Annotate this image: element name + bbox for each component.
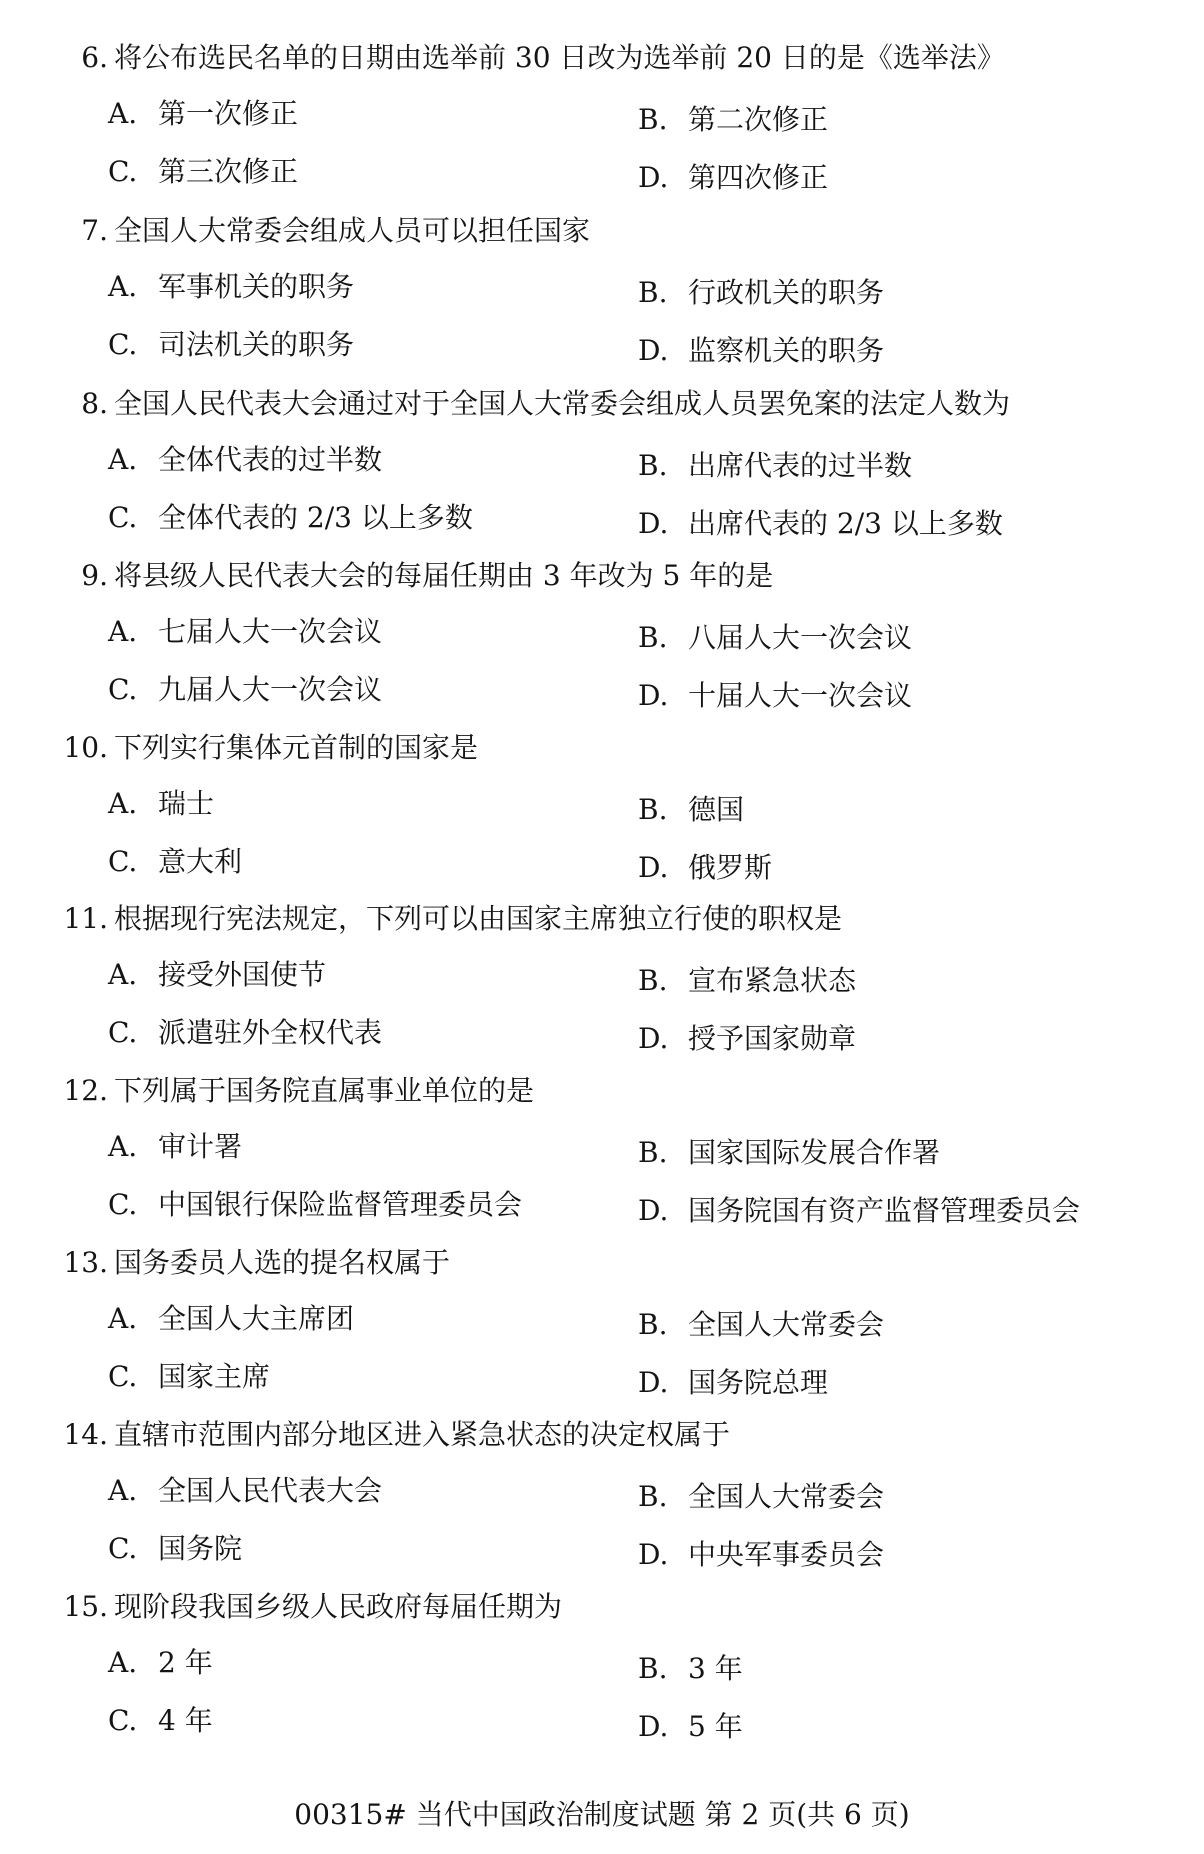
option-b (638, 100, 828, 140)
option-text: 司法机关的职务 (158, 328, 355, 361)
question-stem (50, 38, 1170, 78)
question-text: 根据现行宪法规定，下列可以由国家主席独立行使的职权是 (114, 902, 843, 935)
option-text: 第一次修正 (158, 97, 299, 130)
question-number: 8. (81, 387, 108, 420)
question-15 (0, 1587, 1204, 1759)
question-number: 13. (63, 1246, 108, 1279)
option-letter: A. (108, 1646, 138, 1679)
option-letter: C. (108, 501, 138, 534)
option-text: 行政机关的职务 (688, 276, 885, 309)
question-text: 全国人民代表大会通过对于全国人大常委会组成人员罢免案的法定人数为 (114, 387, 1011, 420)
question-10 (0, 728, 1204, 900)
option-letter: C. (108, 328, 138, 361)
option-a (108, 784, 214, 824)
option-letter: A. (108, 270, 138, 303)
option-text: 第四次修正 (688, 161, 829, 194)
question-12 (0, 1071, 1204, 1243)
option-letter: A. (108, 958, 138, 991)
option-b (638, 273, 884, 313)
option-letter: B. (638, 103, 668, 136)
question-text: 现阶段我国乡级人民政府每届任期为 (114, 1590, 563, 1623)
option-b (638, 1477, 884, 1517)
option-b (638, 790, 744, 830)
option-letter: C. (108, 673, 138, 706)
question-number: 12. (63, 1074, 108, 1107)
question-text: 国务委员人选的提名权属于 (114, 1246, 451, 1279)
option-text: 全国人民代表大会 (158, 1474, 383, 1507)
page-footer: 00315# 当代中国政治制度试题 第 2 页(共 6 页) (294, 1798, 910, 1831)
question-7 (0, 211, 1204, 383)
option-c (108, 1529, 242, 1569)
question-text: 下列属于国务院直属事业单位的是 (114, 1074, 535, 1107)
question-text: 将县级人民代表大会的每届任期由 3 年改为 5 年的是 (114, 559, 774, 592)
option-a (108, 1471, 382, 1511)
option-c (108, 1013, 382, 1053)
option-b (638, 1133, 940, 1173)
option-text: 2 年 (158, 1646, 213, 1679)
option-d (638, 1707, 743, 1747)
option-letter: D. (638, 334, 669, 367)
question-9 (0, 556, 1204, 728)
option-letter: C. (108, 155, 138, 188)
option-text: 出席代表的过半数 (688, 449, 913, 482)
option-letter: A. (108, 97, 138, 130)
option-letter: D. (638, 851, 669, 884)
option-c (108, 152, 298, 192)
question-stem (50, 899, 1170, 939)
option-letter: B. (638, 276, 668, 309)
option-text: 第二次修正 (688, 103, 829, 136)
question-number: 15. (63, 1590, 108, 1623)
question-text: 下列实行集体元首制的国家是 (114, 731, 479, 764)
option-text: 国务院 (158, 1532, 243, 1565)
option-b (638, 1305, 884, 1345)
question-stem (50, 556, 1170, 596)
option-text: 全国人大常委会 (688, 1480, 885, 1513)
question-number: 6. (81, 41, 108, 74)
question-13 (0, 1243, 1204, 1415)
option-d (638, 1535, 884, 1575)
option-letter: B. (638, 793, 668, 826)
option-d (638, 1191, 1080, 1231)
option-text: 全体代表的过半数 (158, 443, 383, 476)
option-letter: A. (108, 1302, 138, 1335)
option-d (638, 676, 912, 716)
option-letter: C. (108, 1360, 138, 1393)
option-letter: D. (638, 679, 669, 712)
option-text: 全体代表的 2/3 以上多数 (158, 501, 473, 534)
option-text: 审计署 (158, 1130, 243, 1163)
option-d (638, 331, 884, 371)
option-letter: D. (638, 1194, 669, 1227)
option-text: 3 年 (688, 1652, 743, 1685)
option-a (108, 955, 326, 995)
option-letter: D. (638, 1710, 669, 1743)
option-a (108, 612, 382, 652)
option-text: 国家国际发展合作署 (688, 1136, 941, 1169)
question-number: 9. (81, 559, 108, 592)
option-text: 中国银行保险监督管理委员会 (158, 1188, 523, 1221)
option-letter: A. (108, 1474, 138, 1507)
option-d (638, 848, 772, 888)
option-letter: B. (638, 621, 668, 654)
option-b (638, 446, 912, 486)
option-letter: A. (108, 615, 138, 648)
option-letter: B. (638, 1308, 668, 1341)
question-number: 14. (63, 1418, 108, 1451)
option-text: 七届人大一次会议 (158, 615, 383, 648)
option-c (108, 498, 473, 538)
option-a (108, 1127, 242, 1167)
option-text: 第三次修正 (158, 155, 299, 188)
option-text: 接受外国使节 (158, 958, 327, 991)
option-text: 俄罗斯 (688, 851, 773, 884)
option-d (638, 158, 828, 198)
option-text: 军事机关的职务 (158, 270, 355, 303)
question-number: 10. (63, 731, 108, 764)
question-stem (50, 1587, 1170, 1627)
option-text: 国务院总理 (688, 1366, 829, 1399)
option-letter: B. (638, 1136, 668, 1169)
option-text: 监察机关的职务 (688, 334, 885, 367)
option-a (108, 1643, 213, 1683)
option-d (638, 1019, 856, 1059)
option-letter: C. (108, 1188, 138, 1221)
option-text: 十届人大一次会议 (688, 679, 913, 712)
option-letter: B. (638, 964, 668, 997)
option-letter: D. (638, 1366, 669, 1399)
option-letter: C. (108, 1532, 138, 1565)
option-letter: C. (108, 1016, 138, 1049)
option-text: 出席代表的 2/3 以上多数 (688, 507, 1003, 540)
question-stem (50, 384, 1170, 424)
question-text: 全国人大常委会组成人员可以担任国家 (114, 214, 591, 247)
option-c (108, 670, 382, 710)
question-11 (0, 899, 1204, 1071)
option-letter: A. (108, 1130, 138, 1163)
option-text: 国务院国有资产监督管理委员会 (688, 1194, 1081, 1227)
option-c (108, 1701, 213, 1741)
question-stem (50, 1415, 1170, 1455)
option-a (108, 440, 382, 480)
option-a (108, 94, 298, 134)
option-letter: B. (638, 1652, 668, 1685)
question-6 (0, 38, 1204, 210)
option-text: 九届人大一次会议 (158, 673, 383, 706)
option-text: 德国 (688, 793, 745, 826)
option-letter: D. (638, 1022, 669, 1055)
option-text: 授予国家勋章 (688, 1022, 857, 1055)
option-c (108, 1185, 522, 1225)
question-number: 11. (63, 902, 108, 935)
option-text: 八届人大一次会议 (688, 621, 913, 654)
question-number: 7. (81, 214, 108, 247)
option-text: 宣布紧急状态 (688, 964, 857, 997)
option-c (108, 325, 354, 365)
option-text: 中央军事委员会 (688, 1538, 885, 1571)
option-text: 瑞士 (158, 787, 215, 820)
option-letter: A. (108, 443, 138, 476)
question-stem (50, 1243, 1170, 1283)
option-text: 全国人大主席团 (158, 1302, 355, 1335)
option-a (108, 1299, 354, 1339)
question-stem (50, 1071, 1170, 1111)
option-letter: D. (638, 507, 669, 540)
option-letter: B. (638, 1480, 668, 1513)
option-b (638, 618, 912, 658)
option-text: 国家主席 (158, 1360, 271, 1393)
option-letter: D. (638, 1538, 669, 1571)
question-stem (50, 728, 1170, 768)
question-text: 将公布选民名单的日期由选举前 30 日改为选举前 20 日的是《选举法》 (114, 41, 1005, 74)
option-letter: A. (108, 787, 138, 820)
question-14 (0, 1415, 1204, 1587)
option-b (638, 961, 856, 1001)
option-b (638, 1649, 743, 1689)
question-stem (50, 211, 1170, 251)
option-text: 派遣驻外全权代表 (158, 1016, 383, 1049)
option-d (638, 504, 1003, 544)
option-letter: B. (638, 449, 668, 482)
option-a (108, 267, 354, 307)
option-text: 意大利 (158, 845, 243, 878)
option-letter: D. (638, 161, 669, 194)
option-text: 全国人大常委会 (688, 1308, 885, 1341)
option-text: 4 年 (158, 1704, 213, 1737)
option-text: 5 年 (688, 1710, 743, 1743)
question-8 (0, 384, 1204, 556)
option-letter: C. (108, 1704, 138, 1737)
option-letter: C. (108, 845, 138, 878)
option-c (108, 842, 242, 882)
question-text: 直辖市范围内部分地区进入紧急状态的决定权属于 (114, 1418, 731, 1451)
option-c (108, 1357, 270, 1397)
option-d (638, 1363, 828, 1403)
